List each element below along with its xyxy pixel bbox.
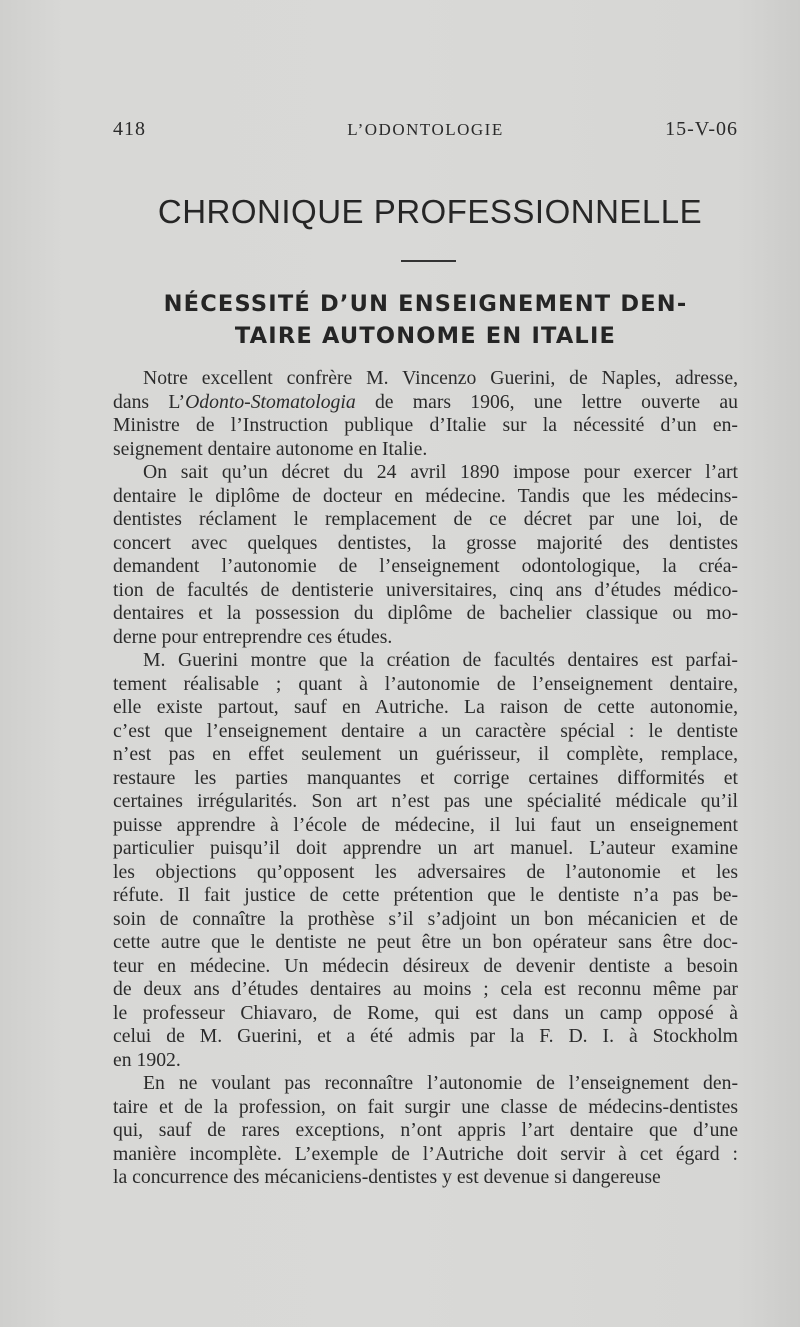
text-line: restaure les parties manquantes et corrige certaines difformités et [113, 766, 738, 789]
paragraph [113, 649, 738, 1072]
article-title [113, 288, 738, 352]
text-line: puisse apprendre à l’école de médecine, il lui faut un enseignement [113, 813, 738, 836]
text-line: dentistes réclament le remplacement de ce décret par une loi, de [113, 508, 738, 530]
text-line: le professeur Chiavaro, de Rome, qui est dans un camp opposé à [113, 1001, 738, 1024]
text-line: les objections qu’opposent les adversaires de l’autonomie et les [113, 860, 738, 883]
text-line: En ne voulant pas reconnaître l’autonomie de l’enseignement den- [143, 1072, 738, 1094]
text-line: Notre excellent confrère M. Vincenzo Guerini, de Naples, adresse, [143, 367, 738, 389]
issue-date: 15-V-06 [665, 118, 738, 140]
text-line: derne pour entreprendre ces études. [113, 625, 393, 648]
text-line: tement réalisable ; quant à l’autonomie de l’enseignement dentaire, [113, 672, 738, 695]
text-line: de deux ans d’études dentaires au moins ; cela est reconnu même par [113, 978, 738, 1000]
article-body [113, 367, 738, 1190]
text-line: la concurrence des mécaniciens-dentistes y est devenue si dangereuse [113, 1166, 661, 1188]
text-line: dentaire le diplôme de docteur en médecine. Tandis que les médecins- [113, 484, 738, 507]
text-line: M. Guerini montre que la création de facultés dentaires est parfai- [143, 649, 738, 671]
text-line: cette autre que le dentiste ne peut être un bon opérateur sans être doc- [113, 931, 738, 953]
paragraph [113, 367, 738, 461]
text-line: particulier puisqu’il doit apprendre un art manuel. L’auteur examine [113, 837, 738, 859]
text-line: manière incomplète. L’exemple de l’Autriche doit servir à cet égard : [113, 1142, 738, 1165]
text-line: Ministre de l’Instruction publique d’Italie sur la nécessité d’un en- [113, 414, 738, 436]
article-title-line-1: NÉCESSITÉ D’UN ENSEIGNEMENT DEN- [163, 291, 688, 317]
text-line: seignement dentaire autonome en Italie. [113, 437, 428, 460]
paragraph [113, 461, 738, 649]
text-line: demandent l’autonomie de l’enseignement odontologique, la créa- [113, 555, 738, 577]
page-number: 418 [113, 118, 146, 140]
text-line: teur en médecine. Un médecin désireux de devenir dentiste a besoin [113, 954, 738, 977]
text-line: dans L’Odonto-Stomatologia de mars 1906, une lettre ouverte au [113, 390, 738, 413]
title-divider [401, 260, 456, 262]
text-line: elle existe partout, sauf en Autriche. La raison de cette autonomie, [113, 696, 738, 718]
text-line: tion de facultés de dentisterie universitaires, cinq ans d’études médico- [113, 578, 738, 601]
running-head [113, 118, 738, 148]
paragraph [113, 1072, 738, 1190]
text-line: taire et de la profession, on fait surgir une classe de médecins-dentistes [113, 1095, 738, 1118]
text-line: réfute. Il fait justice de cette prétention que le dentiste n’a pas be- [113, 884, 738, 906]
text-line: qui, sauf de rares exceptions, n’ont appris l’art dentaire que d’une [113, 1119, 738, 1141]
text-line: n’est pas en effet seulement un guérisseur, il complète, remplace, [113, 743, 738, 765]
journal-title: L’ODONTOLOGIE [347, 120, 504, 139]
section-title: CHRONIQUE PROFESSIONNELLE [157, 193, 703, 230]
text-line: c’est que l’enseignement dentaire a un caractère spécial : le dentiste [113, 719, 738, 742]
text-line: soin de connaître la prothèse s’il s’adjoint un bon mécanicien et de [113, 907, 738, 930]
text-line: celui de M. Guerini, et a été admis par la F. D. I. à Stockholm [113, 1025, 738, 1047]
article-title-line-2: TAIRE AUTONOME EN ITALIE [234, 323, 617, 349]
text-line: On sait qu’un décret du 24 avril 1890 impose pour exercer l’art [143, 461, 738, 483]
text-line: certaines irrégularités. Son art n’est pas une spécialité médicale qu’il [113, 790, 738, 812]
text-line: concert avec quelques dentistes, la grosse majorité des dentistes [113, 531, 738, 554]
text-line: dentaires et la possession du diplôme de bachelier classique ou mo- [113, 602, 738, 624]
text-line: en 1902. [113, 1048, 181, 1071]
